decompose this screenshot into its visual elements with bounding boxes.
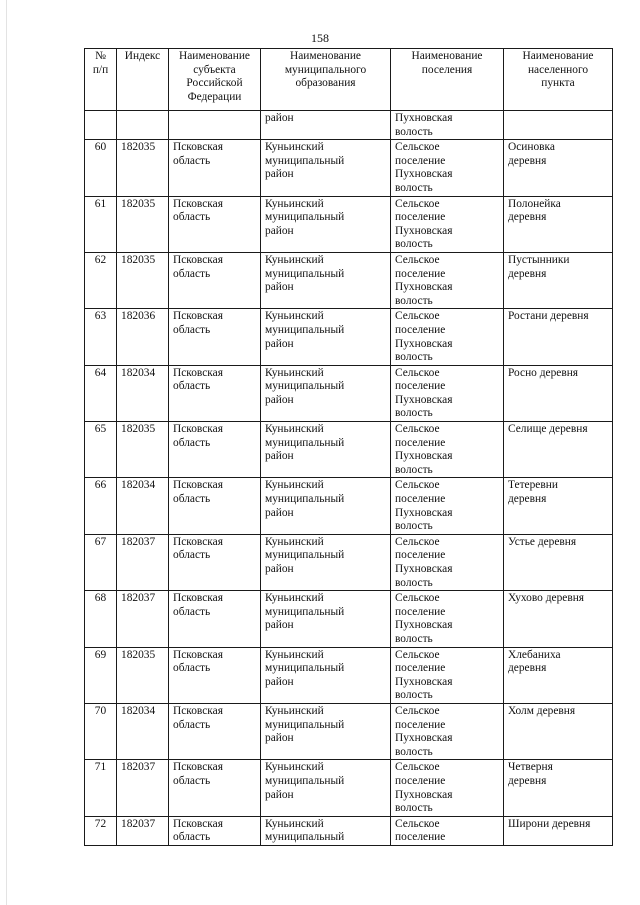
cell-index: 182035 — [117, 647, 169, 703]
cell-settlement: Сельское поселение Пухновская волость — [391, 196, 504, 252]
cell-index: 182034 — [117, 478, 169, 534]
cell-subject: Псковская область — [169, 196, 261, 252]
cell-municipality: Куньинский муниципальный район — [261, 252, 391, 308]
cell-number: 65 — [85, 422, 117, 478]
cell-municipality: Куньинский муниципальный район — [261, 591, 391, 647]
table-body — [85, 111, 613, 846]
cell-settlement: Сельское поселение Пухновская волость — [391, 703, 504, 759]
table-row — [85, 111, 613, 140]
header-index: Индекс — [117, 49, 169, 111]
cell-subject: Псковская область — [169, 422, 261, 478]
cell-locality: Хухово деревня — [504, 591, 613, 647]
cell-subject: Псковская область — [169, 591, 261, 647]
cell-municipality: Куньинский муниципальный район — [261, 647, 391, 703]
cell-number: 68 — [85, 591, 117, 647]
cell-index: 182037 — [117, 534, 169, 590]
cell-index: 182037 — [117, 760, 169, 816]
cell-settlement: Пухновская волость — [391, 111, 504, 140]
cell-number: 64 — [85, 365, 117, 421]
cell-number: 66 — [85, 478, 117, 534]
cell-municipality: район — [261, 111, 391, 140]
cell-subject: Псковская область — [169, 309, 261, 365]
table-row — [85, 534, 613, 590]
cell-subject: Псковская область — [169, 252, 261, 308]
cell-index: 182037 — [117, 816, 169, 845]
cell-municipality: Куньинский муниципальный район — [261, 140, 391, 196]
cell-locality: Ростани деревня — [504, 309, 613, 365]
cell-index: 182034 — [117, 703, 169, 759]
cell-locality: Росно деревня — [504, 365, 613, 421]
cell-index: 182035 — [117, 422, 169, 478]
table-row — [85, 365, 613, 421]
cell-number: 63 — [85, 309, 117, 365]
cell-locality: Хлебаниха деревня — [504, 647, 613, 703]
cell-number: 70 — [85, 703, 117, 759]
table-row — [85, 422, 613, 478]
cell-municipality: Куньинский муниципальный район — [261, 760, 391, 816]
cell-number: 71 — [85, 760, 117, 816]
scan-edge-line — [6, 0, 7, 905]
header-municipality: Наименование муниципального образования — [261, 49, 391, 111]
cell-settlement: Сельское поселение Пухновская волость — [391, 534, 504, 590]
cell-subject: Псковская область — [169, 365, 261, 421]
cell-municipality: Куньинский муниципальный район — [261, 365, 391, 421]
cell-number: 62 — [85, 252, 117, 308]
cell-municipality: Куньинский муниципальный район — [261, 534, 391, 590]
table-header-row — [85, 49, 613, 111]
cell-index: 182037 — [117, 591, 169, 647]
cell-settlement: Сельское поселение Пухновская волость — [391, 478, 504, 534]
cell-municipality: Куньинский муниципальный район — [261, 703, 391, 759]
cell-locality: Осиновка деревня — [504, 140, 613, 196]
table-row — [85, 760, 613, 816]
cell-number: 61 — [85, 196, 117, 252]
cell-locality: Широни деревня — [504, 816, 613, 845]
cell-locality: Пустынники деревня — [504, 252, 613, 308]
cell-number: 72 — [85, 816, 117, 845]
cell-locality: Селище деревня — [504, 422, 613, 478]
cell-subject — [169, 111, 261, 140]
cell-subject: Псковская область — [169, 534, 261, 590]
cell-index: 182035 — [117, 196, 169, 252]
cell-locality: Холм деревня — [504, 703, 613, 759]
cell-settlement: Сельское поселение Пухновская волость — [391, 309, 504, 365]
table-row — [85, 140, 613, 196]
cell-locality — [504, 111, 613, 140]
header-settlement: Наименование поселения — [391, 49, 504, 111]
table-row — [85, 816, 613, 845]
cell-municipality: Куньинский муниципальный — [261, 816, 391, 845]
cell-subject: Псковская область — [169, 647, 261, 703]
cell-subject: Псковская область — [169, 703, 261, 759]
cell-municipality: Куньинский муниципальный район — [261, 309, 391, 365]
table-row — [85, 252, 613, 308]
cell-index: 182035 — [117, 252, 169, 308]
cell-settlement: Сельское поселение — [391, 816, 504, 845]
cell-subject: Псковская область — [169, 760, 261, 816]
header-number: № п/п — [85, 49, 117, 111]
cell-subject: Псковская область — [169, 478, 261, 534]
cell-index: 182034 — [117, 365, 169, 421]
table-row — [85, 647, 613, 703]
header-subject: Наименование субъекта Российской Федерации — [169, 49, 261, 111]
cell-settlement: Сельское поселение Пухновская волость — [391, 365, 504, 421]
cell-number: 67 — [85, 534, 117, 590]
cell-index — [117, 111, 169, 140]
cell-number: 60 — [85, 140, 117, 196]
cell-settlement: Сельское поселение Пухновская волость — [391, 647, 504, 703]
cell-municipality: Куньинский муниципальный район — [261, 196, 391, 252]
settlements-table — [84, 48, 613, 846]
cell-settlement: Сельское поселение Пухновская волость — [391, 591, 504, 647]
cell-municipality: Куньинский муниципальный район — [261, 478, 391, 534]
cell-locality: Полонейка деревня — [504, 196, 613, 252]
table-row — [85, 591, 613, 647]
table-row — [85, 478, 613, 534]
table-row — [85, 196, 613, 252]
cell-number — [85, 111, 117, 140]
table-row — [85, 309, 613, 365]
cell-locality: Четверня деревня — [504, 760, 613, 816]
cell-index: 182036 — [117, 309, 169, 365]
cell-municipality: Куньинский муниципальный район — [261, 422, 391, 478]
cell-subject: Псковская область — [169, 816, 261, 845]
cell-locality: Устье деревня — [504, 534, 613, 590]
header-locality: Наименование населенного пункта — [504, 49, 613, 111]
cell-settlement: Сельское поселение Пухновская волость — [391, 422, 504, 478]
cell-subject: Псковская область — [169, 140, 261, 196]
table-row — [85, 703, 613, 759]
page-number: 158 — [311, 31, 329, 45]
cell-number: 69 — [85, 647, 117, 703]
cell-settlement: Сельское поселение Пухновская волость — [391, 252, 504, 308]
cell-index: 182035 — [117, 140, 169, 196]
cell-settlement: Сельское поселение Пухновская волость — [391, 760, 504, 816]
cell-locality: Тетеревни деревня — [504, 478, 613, 534]
cell-settlement: Сельское поселение Пухновская волость — [391, 140, 504, 196]
